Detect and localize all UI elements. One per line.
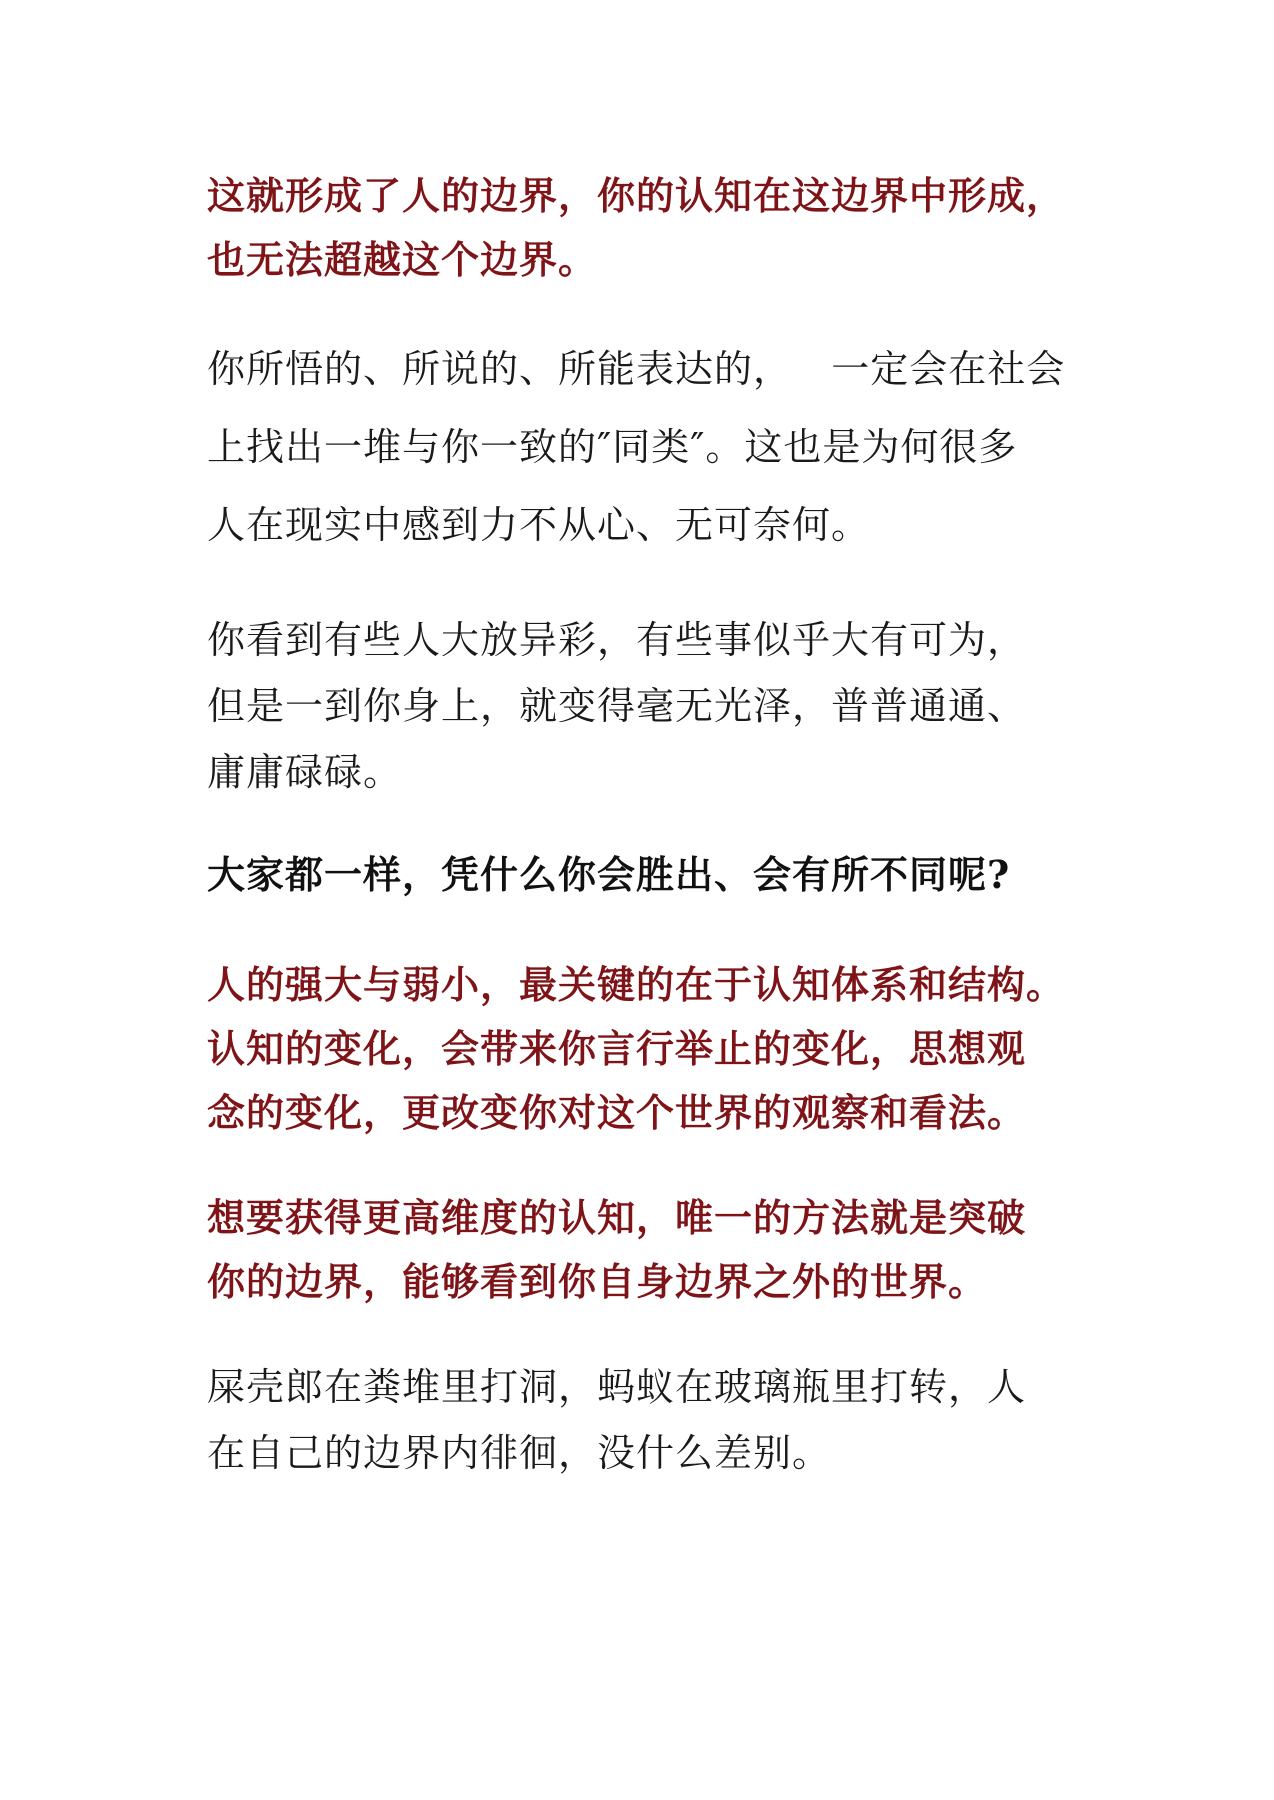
text-line: 在自己的边界内徘徊，没什么差别。	[207, 1431, 832, 1475]
text-line: 你所悟的、所说的、所能表达的， 一定会在社会	[207, 347, 1066, 391]
text-line: 人的强大与弱小，最关键的在于认知体系和结构。	[207, 962, 1066, 1007]
paragraph-question	[207, 843, 1087, 907]
paragraph-same-kind	[207, 330, 1087, 564]
text-line: 认知的变化，会带来你言行举止的变化，思想观	[207, 1026, 1027, 1071]
paragraph-cognition-system	[207, 953, 1087, 1145]
text-line: 庸庸碌碌。	[207, 750, 403, 794]
text-line: 但是一到你身上，就变得毫无光泽，普普通通、	[207, 684, 1027, 728]
text-line: 上找出一堆与你一致的″同类″。这也是为何很多	[207, 425, 1018, 469]
paragraph-dung-beetle	[207, 1354, 1087, 1486]
text-line: 屎壳郎在粪堆里打洞，蚂蚁在玻璃瓶里打转，人	[207, 1365, 1027, 1409]
text-line: 想要获得更高维度的认知，唯一的方法就是突破	[207, 1195, 1027, 1240]
paragraph-others-shine	[207, 607, 1087, 805]
text-line: 人在现实中感到力不从心、无可奈何。	[207, 503, 871, 547]
text-line: 你看到有些人大放异彩，有些事似乎大有可为，	[207, 618, 1027, 662]
text-line: 大家都一样，凭什么你会胜出、会有所不同呢?	[207, 852, 1011, 897]
text-line: 也无法超越这个边界。	[207, 237, 598, 282]
text-line: 念的变化，更改变你对这个世界的观察和看法。	[207, 1090, 1027, 1135]
paragraph-break-boundary	[207, 1186, 1087, 1314]
paragraph-boundary-definition	[207, 164, 1087, 292]
text-line: 你的边界，能够看到你自身边界之外的世界。	[207, 1259, 988, 1304]
text-line: 这就形成了人的边界，你的认知在这边界中形成，	[207, 173, 1066, 218]
